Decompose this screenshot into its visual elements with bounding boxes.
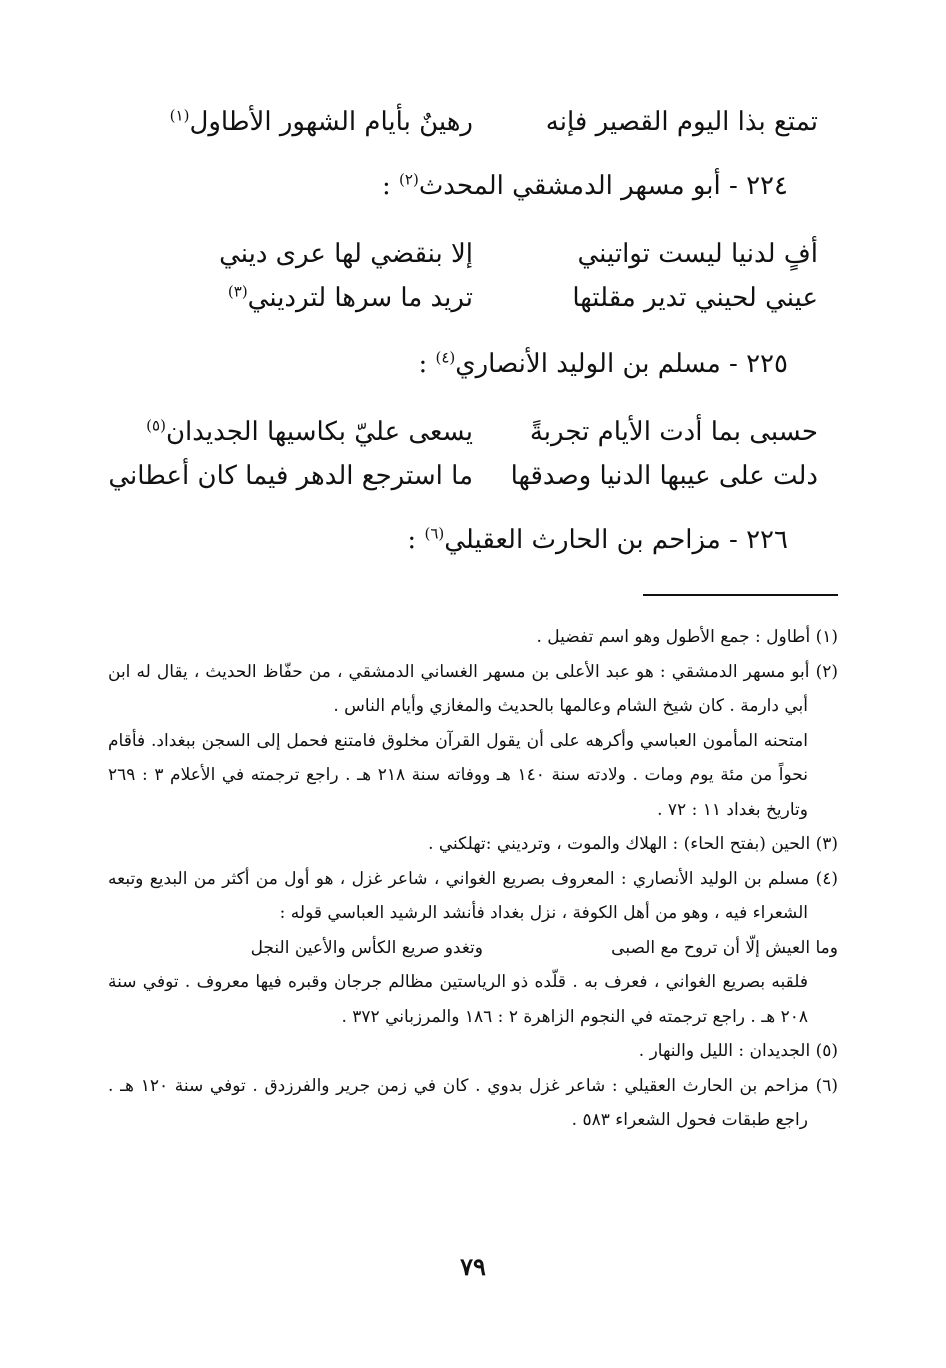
- footnote-marker: (٢): [399, 170, 419, 189]
- verse-second-text: تريد ما سرها لترديني: [247, 283, 473, 313]
- verse-line: [108, 454, 818, 498]
- page-number: ٧٩: [460, 1252, 486, 1281]
- footnote-4-continuation: فلقبه بصريع الغواني ، فعرف به . قلّده ذو الرياستين مظالم جرجان وقبره فيها معروف . توفي سنة ٢٠٨ هـ . راجع ترجمته في النجوم الزاهرة ٢ : ١٨٦ والمرزباني ٣٧٢ .: [108, 972, 808, 1027]
- footnote-3: (٣) الحين (بفتح الحاء) : الهلاك والموت ، وترديني :تهلكني .: [428, 834, 838, 854]
- entry-heading-text: ٢٢٥ - مسلم بن الوليد الأنصاري: [455, 349, 788, 379]
- verse-second-text: رهينٌ بأيام الشهور الأطاول: [189, 107, 473, 137]
- verse-line: [118, 232, 818, 276]
- heading-colon: :: [382, 171, 391, 201]
- verse-line: [118, 276, 818, 320]
- footnotes: [108, 620, 838, 1138]
- entry-heading-text: ٢٢٦ - مزاحم بن الحارث العقيلي: [444, 525, 788, 555]
- heading-colon: :: [418, 349, 428, 379]
- verse-second-hemistich: [228, 276, 473, 320]
- footnote-marker: (٦): [424, 524, 445, 543]
- footnote-1: (١) أطاول : جمع الأطول وهو اسم تفضيل .: [536, 627, 838, 647]
- verse-second-hemistich: إلا بنقضي لها عرى ديني: [219, 239, 473, 269]
- verse-first-hemistich: حسبى بما أدت الأيام تجربةً: [529, 417, 818, 447]
- entry-heading-225: [418, 342, 788, 386]
- verse-first-hemistich: عيني لحيني تدير مقلتها: [572, 283, 818, 313]
- footnote-marker: (٤): [435, 348, 456, 367]
- verse-second-hemistich: وتغدو صريع الكأس والأعين النجل: [250, 937, 483, 958]
- verse-first-hemistich: دلت على عيبها الدنيا وصدقها: [510, 461, 818, 491]
- verse-second-text: يسعى عليّ بكاسيها الجديدان: [165, 417, 473, 447]
- verse-second-hemistich: [146, 410, 473, 454]
- verse-first-hemistich: أفٍ لدنيا ليست تواتيني: [577, 239, 818, 269]
- footnote-separator: [643, 594, 838, 596]
- heading-colon: :: [407, 525, 417, 555]
- entry-heading-text: ٢٢٤ - أبو مسهر الدمشقي المحدث: [418, 171, 788, 201]
- footnote-marker: (١): [169, 106, 190, 125]
- verse-second-hemistich: [170, 100, 473, 144]
- footnote-4: (٤) مسلم بن الوليد الأنصاري : المعروف بصريع الغواني ، شاعر غزل ، هو أول من أكثر من البديع وتبعه الشعراء فيه ، وهو من أهل الكوفة ، نزل بغداد فأنشد الرشيد العباسي قوله :: [108, 868, 838, 923]
- footnote-5: (٥) الجديدان : الليل والنهار .: [638, 1041, 838, 1061]
- footnote-2: (٢) أبو مسهر الدمشقي : هو عبد الأعلى بن مسهر الغساني الدمشقي ، من حفّاظ الحديث ، يقال له ابن أبي دارمة . كان شيخ الشام وعالمها بالحديث والمغازي وأيام الناس .: [108, 661, 838, 716]
- verse-first-hemistich: وما العيش إلّا أن تروح مع الصبى: [611, 937, 838, 958]
- verse-line: [118, 410, 818, 454]
- verse-second-hemistich: ما استرجع الدهر فيما كان أعطاني: [108, 461, 473, 491]
- footnote-2-continuation: امتحنه المأمون العباسي وأكرهه على أن يقول القرآن مخلوق فامتنع فحمل إلى السجن ببغداد. فأقام نحواً من مئة يوم ومات . ولادته سنة ١٤٠ هـ ووفاته سنة ٢١٨ هـ . راجع ترجمته في الأعلام ٣ : ٢٦٩ وتاريخ بغداد ١١ : ٧٢ .: [108, 730, 808, 820]
- entry-heading-226: [407, 518, 788, 562]
- footnote-6: (٦) مزاحم بن الحارث العقيلي : شاعر غزل بدوي . كان في زمن جرير والفرزدق . توفي سنة ١٢٠ هـ . راجع طبقات فحول الشعراء ٥٨٣ .: [108, 1075, 838, 1130]
- verse-line: [118, 100, 818, 144]
- footnote-marker: (٥): [146, 416, 166, 435]
- entry-heading-224: [382, 164, 788, 208]
- footnote-4-verse: [108, 931, 838, 966]
- verse-first-hemistich: تمتع بذا اليوم القصير فإنه: [545, 107, 818, 137]
- footnote-marker: (٣): [227, 282, 248, 301]
